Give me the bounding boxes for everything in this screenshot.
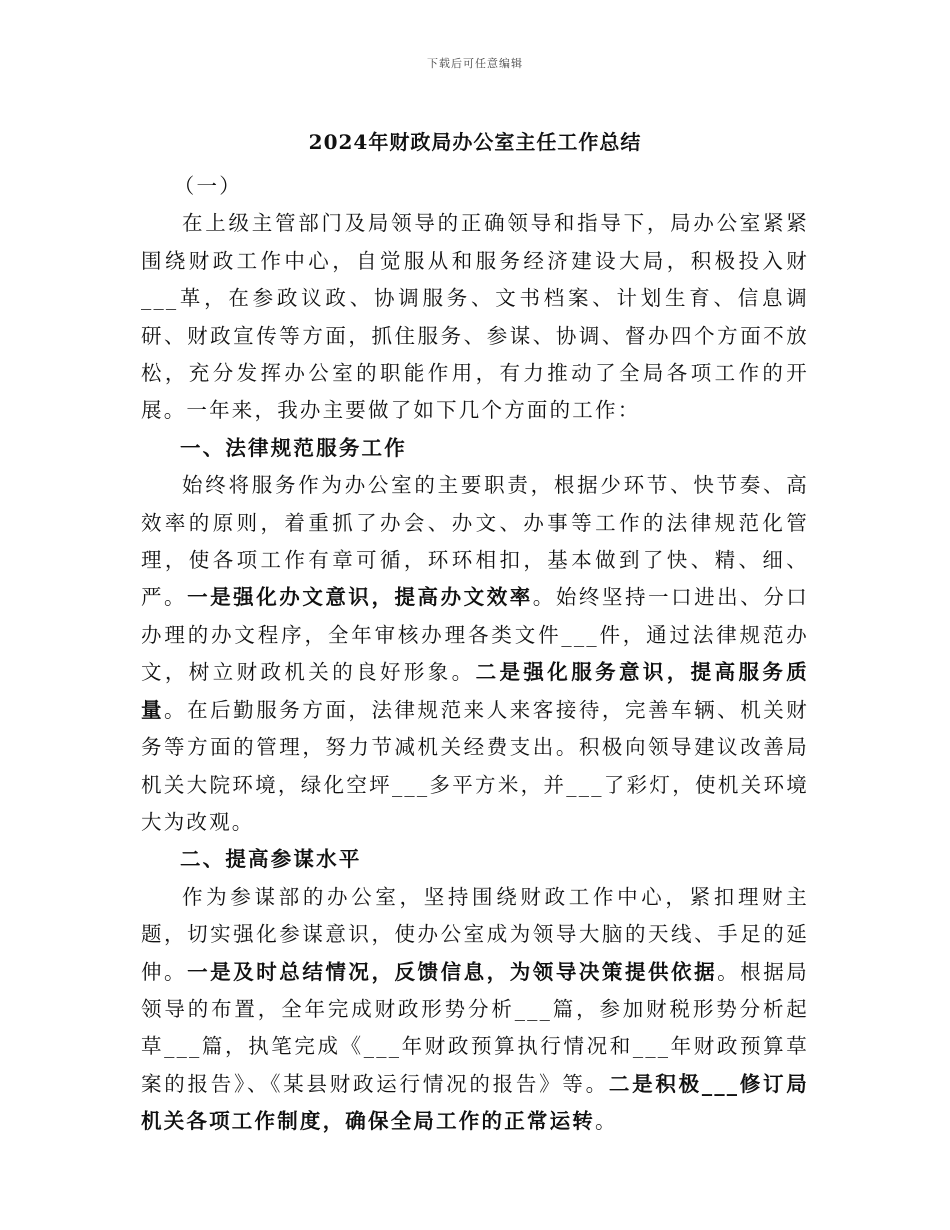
bold-run: 一是强化办文意识，提高办文效率: [187, 585, 533, 610]
text-run: 。: [595, 1109, 618, 1134]
text-run: 作为参谋部的办公室，坚持围绕财政工作中心，紧扣理财主题，切实强化参谋意识，使办公室成为领导大脑的天线、手足的延伸。: [141, 884, 809, 984]
bold-run: 二是积极___修订局机关各项工作制度，确保全局工作的正常运转: [141, 1071, 809, 1134]
text-run: 始终将服务作为办公室的主要职责，根据少环节、快节奏、高效率的原则，着重抓了办会、办文、办事等工作的法律规范化管理，使各项工作有章可循，环环相扣，基本做到了快、精、细、严。: [141, 473, 809, 610]
document-body: [141, 168, 809, 1141]
text-run: 。始终坚持一口进出、分口办理的办文程序，全年审核办理各类文件___件，通过法律规范办文，树立财政机关的良好形象。: [141, 585, 810, 685]
bold-run: 一是及时总结情况，反馈信息，为领导决策提供依据: [187, 959, 718, 984]
section-label: （一）: [173, 174, 242, 198]
text-run: 。根据局领导的布置，全年完成财政形势分析___篇，参加财税形势分析起草___篇，执笔完成《___年财政预算执行情况和___年财政预算草案的报告》、《某县财政运行情况的报告》等。: [141, 959, 809, 1096]
heading-advisory: 二、提高参谋水平: [179, 847, 362, 872]
paragraph-advisory: [141, 879, 809, 1141]
bold-run: 二是强化服务意识，提高服务质量: [141, 660, 809, 722]
header-note: 下载后可任意编辑: [427, 57, 523, 70]
document-title: 2024年财政局办公室主任工作总结: [308, 130, 642, 154]
heading-legal-service: 一、法律规范服务工作: [179, 435, 407, 460]
intro-paragraph: 在上级主管部门及局领导的正确领导和指导下，局办公室紧紧围绕财政工作中心，自觉服从和服务经济建设大局，积极投入财___革，在参政议政、协调服务、文书档案、计划生育、信息调研、财政宣传等方面，抓住服务、参谋、协调、督办四个方面不放松，充分发挥办公室的职能作用，有力推动了全局各项工作的开展。一年来，我办主要做了如下几个方面的工作：: [141, 211, 809, 423]
text-run: 。在后勤服务方面，法律规范来人来客接待，完善车辆、机关财务等方面的管理，努力节减机关经费支出。积极向领导建议改善局机关大院环境，绿化空坪___多平方米，并___了彩灯，使机关环境大为改观。: [141, 697, 809, 834]
paragraph-legal-service: [141, 467, 809, 841]
